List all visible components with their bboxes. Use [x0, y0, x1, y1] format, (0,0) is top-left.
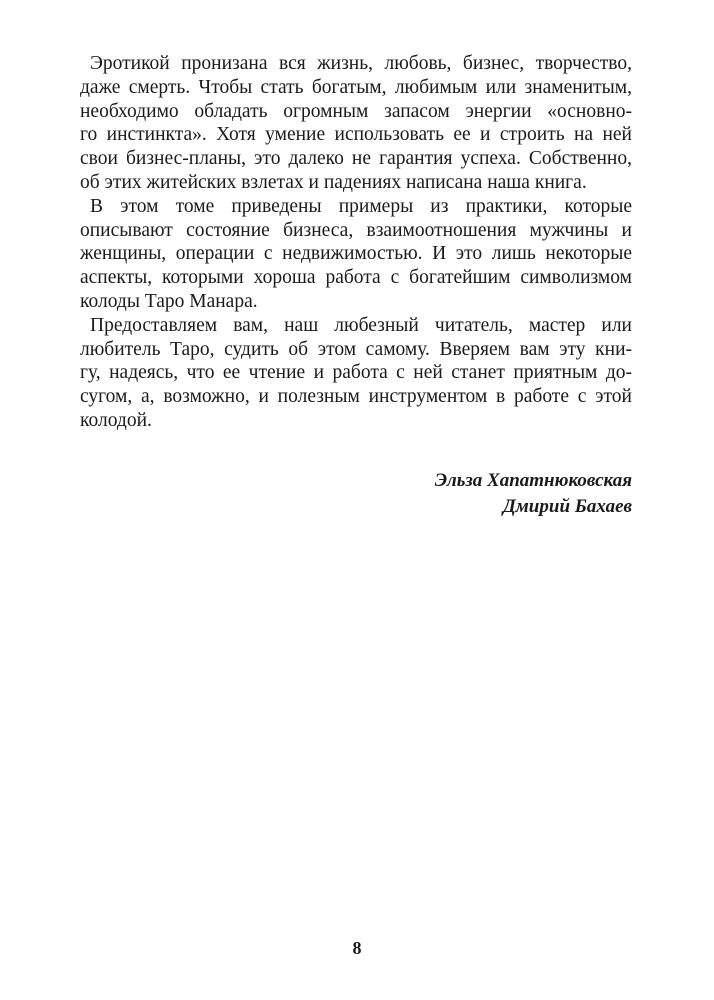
text-line: женщины, операции с недвижимостью. И это лишь некоторые	[80, 243, 632, 265]
text-line: В этом томе приведены примеры из практики, которые	[90, 195, 632, 217]
text-line: сугом, а, возможно, и полезным инструментом в работе с этой	[80, 386, 632, 408]
author-name: Дмирий Бахаев	[502, 496, 632, 517]
text-line: аспекты, которыми хороша работа с богатейшим символизмом	[80, 267, 632, 289]
text-line: го инстинкта». Хотя умение использовать ее и строить на ней	[80, 124, 632, 146]
author-signatures	[435, 468, 632, 520]
text-line: Предоставляем вам, наш любезный читатель, мастер или	[90, 314, 632, 336]
text-line: колоды Таро Манара.	[80, 290, 258, 312]
page-number: 8	[352, 938, 362, 958]
paragraph-3	[80, 314, 632, 433]
author-name: Эльза Хапатнюковская	[434, 470, 632, 491]
text-line: описывают состояние бизнеса, взаимоотношения мужчины и	[80, 219, 632, 241]
text-line: Эротикой пронизана вся жизнь, любовь, бизнес, творчество,	[90, 53, 632, 74]
paragraph-1	[80, 52, 632, 195]
paragraph-2	[80, 195, 632, 314]
text-line: гу, надеясь, что ее чтение и работа с ней станет приятным до-	[80, 362, 632, 384]
text-line: колодой.	[80, 409, 152, 431]
text-line: любитель Таро, судить об этом самому. Вверяем вам эту кни-	[80, 338, 632, 360]
text-line: об этих житейских взлетах и падениях написана наша книга.	[80, 171, 587, 193]
text-line: даже смерть. Чтобы стать богатым, любимым или знаменитым,	[80, 76, 632, 98]
text-line: необходимо обладать огромным запасом энергии «основно-	[80, 100, 632, 122]
body-text	[80, 52, 632, 433]
text-line: свои бизнес-планы, это далеко не гарантия успеха. Собственно,	[80, 148, 632, 170]
